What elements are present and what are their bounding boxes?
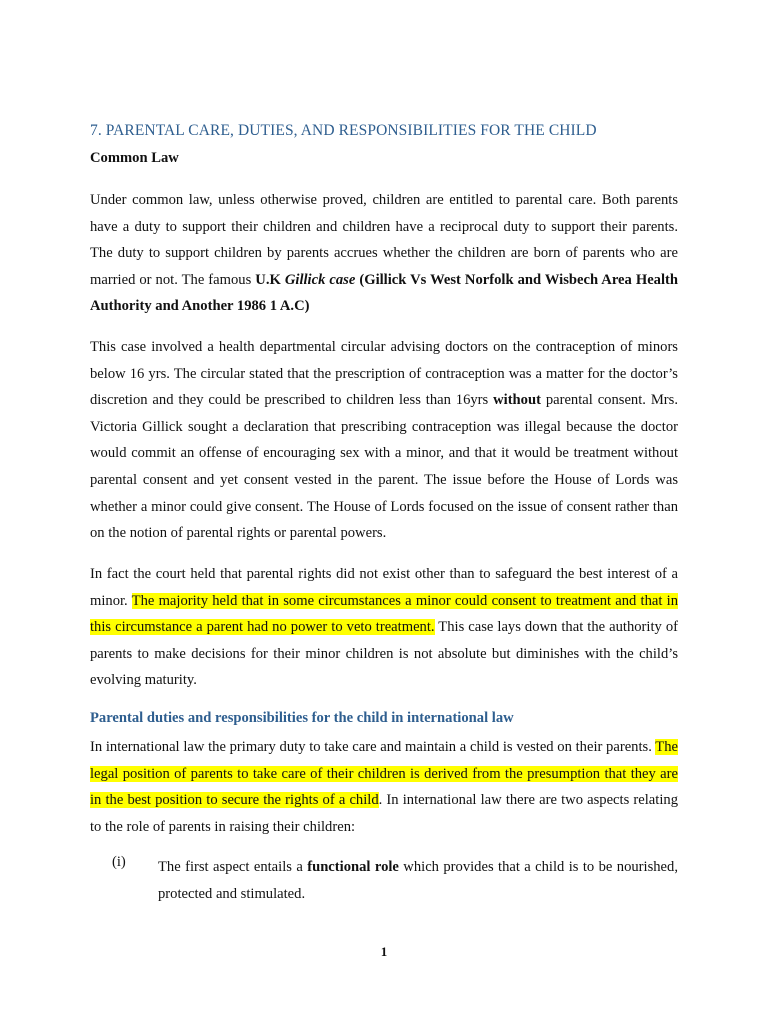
list-item-number: (i) xyxy=(112,854,126,870)
p4-text-2: . In international law there are two aspects relating to the role of parents in raising their children: xyxy=(90,792,678,835)
list-item-text-1: The first aspect entails a xyxy=(158,859,308,875)
p3-highlight: The majority held that in some circumstances a minor could consent to treatment and that in this circumstance a parent had no power to veto treatment. xyxy=(90,592,679,636)
p3-text-2: This case lays down that the authority of parents to make decisions for their minor children is not absolute but diminishes with the child’s evolving maturity. xyxy=(90,619,678,689)
p1-text: Under common law, unless otherwise proved, children are entitled to parental care. Both parents have a duty to support their children and children have a reciprocal duty to support their parents. The duty to support children by parents accrues whether the children are born of parents who are married or not. The famous xyxy=(90,192,678,288)
page-number: 1 xyxy=(380,944,388,959)
paragraph-common-law xyxy=(90,187,678,320)
list-item-text-2: which provides that a child is to be nourished, protected and stimulated. xyxy=(158,859,678,902)
paragraph-international-law xyxy=(90,734,678,840)
p1-case-citation: (Gillick Vs West Norfolk and Wisbech Area Health Authority and Another 1986 1 A.C) xyxy=(90,271,679,315)
subheading-common-law: Common Law xyxy=(90,150,179,166)
p1-case-name: Gillick case xyxy=(284,271,356,288)
p1-bold-uk: U.K xyxy=(255,271,285,288)
paragraph-case-facts xyxy=(90,334,678,547)
subheading-international-law: Parental duties and responsibilities for the child in international law xyxy=(90,710,514,726)
p3-text-1: In fact the court held that parental rights did not exist other than to safeguard the best interest of a minor. xyxy=(90,566,678,609)
p2-text-2: parental consent. Mrs. Victoria Gillick sought a declaration that prescribing contraception was illegal because the doctor would commit an offense of encouraging sex with a minor, and that it would be treatment without parental consent and yet consent vested in the parent. The issue before the House of Lords was whether a minor could give consent. The House of Lords focused on the issue of consent rather than on the notion of parental rights or parental powers. xyxy=(90,392,678,542)
section-heading: 7. PARENTAL CARE, DUTIES, AND RESPONSIBILITIES FOR THE CHILD xyxy=(90,122,597,139)
p4-highlight: The legal position of parents to take care of their children is derived from the presumption that they are in the best position to secure the rights of a child xyxy=(90,739,678,809)
p4-text-1: In international law the primary duty to take care and maintain a child is vested on their parents. xyxy=(90,739,656,755)
list-item-text xyxy=(158,854,678,907)
paragraph-court-held xyxy=(90,561,678,694)
list-item-bold: functional role xyxy=(307,859,399,875)
p2-bold-without: without xyxy=(493,392,541,409)
p2-text-1: This case involved a health departmental circular advising doctors on the contraception of minors below 16 yrs. The circular stated that the prescription of contraception was a matter for the doctor’s discretion and they could be prescribed to children less than 16yrs xyxy=(90,339,678,409)
